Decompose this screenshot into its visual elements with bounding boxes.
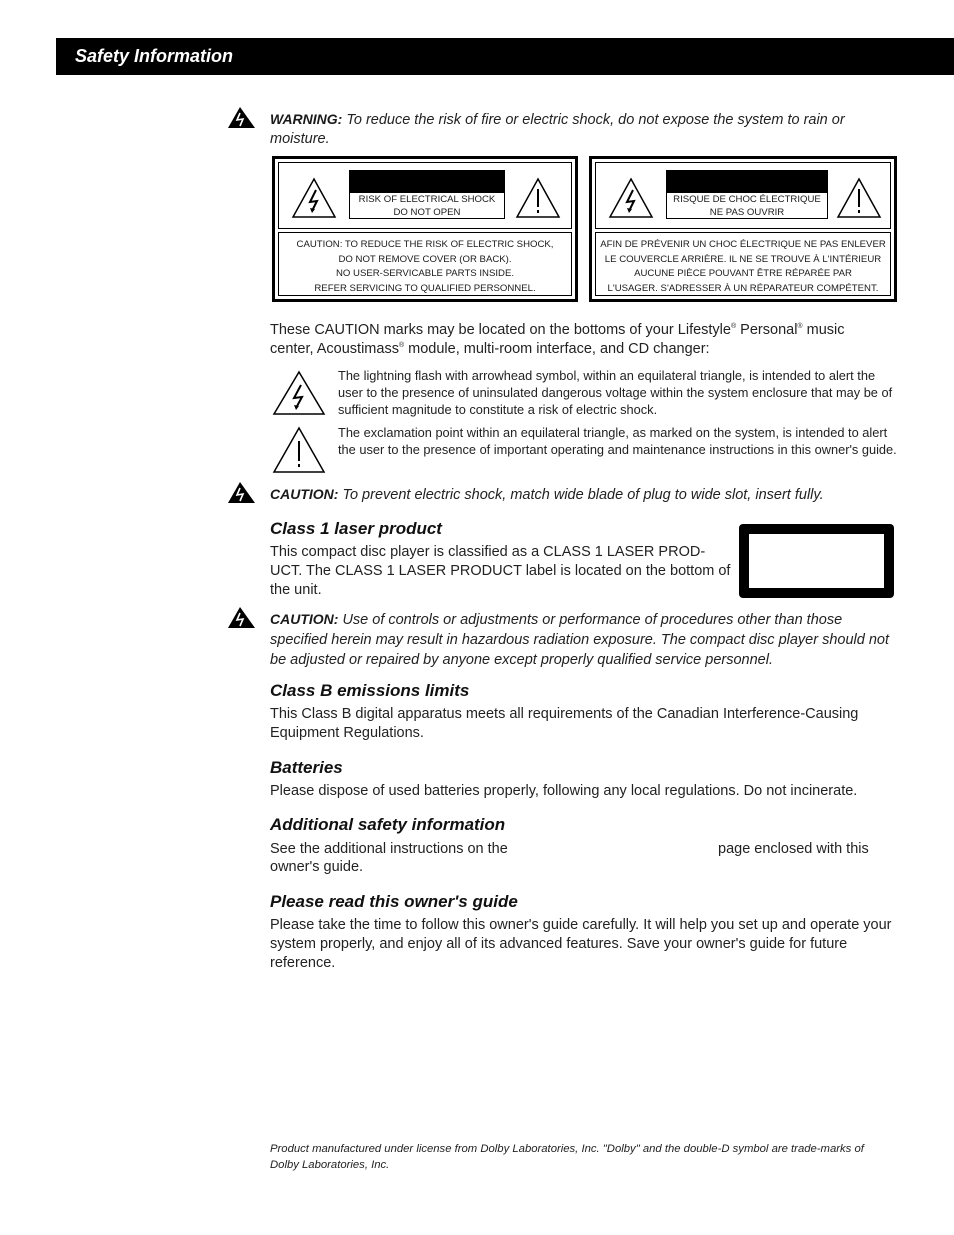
caution-marks-line-1 <box>270 321 900 340</box>
caution-marks-intro <box>270 321 900 359</box>
caution-plug-text: To prevent electric shock, match wide blade of plug to wide slot, insert fully. <box>342 487 824 503</box>
caution-controls-block <box>270 610 902 670</box>
dolby-footnote: Product manufactured under license from Dolby Laboratories, Inc. "Dolby" and the double-D symbol are trade-marks of Dolby Laboratories, Inc. <box>270 1143 864 1171</box>
registered-mark: ® <box>730 323 737 331</box>
label-line: REFER SERVICING TO QUALIFIED PERSONNEL. <box>314 282 536 294</box>
caution-controls-text: Use of controls or adjustments or performance of procedures other than those specified herein may result in hazardous radiation exposure. The compact disc player should not be adjusted or repaired by anyone except properly qualified service personnel. <box>270 612 890 668</box>
class-b-text: This Class B digital apparatus meets all requirements of the Canadian Interference-Causing Equipment Regulations. <box>270 706 859 741</box>
label-line: NO USER-SERVICABLE PARTS INSIDE. <box>335 268 515 280</box>
laser-label-inner <box>749 534 884 588</box>
caution-marks-line-2 <box>270 340 900 359</box>
label-shock-text <box>349 192 505 219</box>
caution-label-french <box>589 156 897 302</box>
label-line: LE COUVERCLE ARRIÈRE. IL NE SE TROUVE À L'INTÉRIEUR <box>604 253 882 265</box>
additional-text-b: page enclosed with this <box>718 841 869 857</box>
laser-product-label <box>739 524 894 598</box>
warning-block <box>270 111 895 149</box>
warning-lead: WARNING: <box>270 111 343 127</box>
additional-text-c: owner's guide. <box>270 859 364 875</box>
label-line: AFIN DE PRÉVENIR UN CHOC ÉLECTRIQUE NE PAS ENLEVER <box>600 239 886 250</box>
page-title: Safety Information <box>75 46 234 66</box>
batteries-heading: Batteries <box>270 758 343 777</box>
text-span: Personal <box>736 322 798 338</box>
exclamation-triangle-icon <box>515 177 561 219</box>
caution-lead: CAUTION: <box>270 611 339 627</box>
lightning-triangle-icon <box>608 177 654 219</box>
label-line: AUCUNE PIÈCE POUVANT ÊTRE RÉPARÉE PAR <box>634 268 852 280</box>
label-caution-text <box>278 232 572 296</box>
caution-label-english <box>272 156 578 302</box>
label-top-panel <box>278 162 572 229</box>
warning-bolt-icon <box>227 106 257 130</box>
exclamation-symbol-description: The exclamation point within an equilateral triangle, as marked on the system, is intended to alert the user to the presence of important operating and maintenance instructions in this owner's guide. <box>338 425 897 457</box>
label-shock-line: RISQUE DE CHOC ÉLECTRIQUE <box>673 194 821 205</box>
warning-text: To reduce the risk of fire or electric shock, do not expose the system to rain or moisture. <box>270 112 845 147</box>
batteries-text: Please dispose of used batteries properly, following any local regulations. Do not incinerate. <box>270 783 858 799</box>
registered-mark: ® <box>398 342 405 350</box>
caution-plug-block <box>270 486 910 505</box>
label-shock-line: RISK OF ELECTRICAL SHOCK <box>358 194 496 205</box>
additional-heading: Additional safety information <box>270 815 506 834</box>
label-line: L'USAGER. S'ADRESSER À UN RÉPARATEUR COMPÉTENT. <box>607 282 879 294</box>
exclamation-triangle-icon <box>272 426 326 474</box>
text-span: module, multi-room interface, and CD changer: <box>404 341 710 357</box>
laser-heading: Class 1 laser product <box>270 519 442 538</box>
label-open-line: DO NOT OPEN <box>393 206 461 218</box>
label-line: DO NOT REMOVE COVER (OR BACK). <box>338 253 512 265</box>
warning-bolt-icon <box>227 606 257 630</box>
label-line: CAUTION: TO REDUCE THE RISK OF ELECTRIC SHOCK, <box>296 239 554 250</box>
class-b-heading: Class B emissions limits <box>270 681 470 700</box>
lightning-triangle-icon <box>291 177 337 219</box>
lightning-symbol-description: The lightning flash with arrowhead symbol, within an equilateral triangle, is intended to alert the user to the presence of uninsulated dangerous voltage within the system enclosure that may be of sufficient magnitude to constitute a risk of electric shock. <box>338 368 893 417</box>
exclamation-triangle-icon <box>836 177 882 219</box>
registered-mark: ® <box>797 323 803 331</box>
label-black-strip <box>349 170 505 192</box>
lightning-triangle-icon <box>272 370 326 416</box>
label-shock-text <box>666 192 828 219</box>
text-span: These CAUTION marks may be located on the bottoms of your Lifestyle <box>270 322 731 338</box>
read-guide-heading: Please read this owner's guide <box>270 892 518 911</box>
warning-bolt-icon <box>227 481 257 505</box>
read-guide-text: Please take the time to follow this owner's guide carefully. It will help you set up and operate your system properly, and enjoy all of its advanced features. Save your owner's guide for future reference. <box>270 917 892 971</box>
label-top-panel <box>595 162 891 229</box>
laser-text: This compact disc player is classified as a CLASS 1 LASER PROD-UCT. The CLASS 1 LASER PRODUCT label is located on the bottom of the unit. <box>270 544 731 598</box>
header-bar <box>56 38 954 75</box>
text-span: center, Acoustimass <box>270 341 399 357</box>
additional-text-a: See the additional instructions on the <box>270 841 508 857</box>
text-span: music <box>802 322 845 338</box>
label-caution-text <box>595 232 891 296</box>
label-open-line: NE PAS OUVRIR <box>709 206 785 218</box>
caution-lead: CAUTION: <box>270 486 339 502</box>
label-black-strip <box>666 170 828 192</box>
